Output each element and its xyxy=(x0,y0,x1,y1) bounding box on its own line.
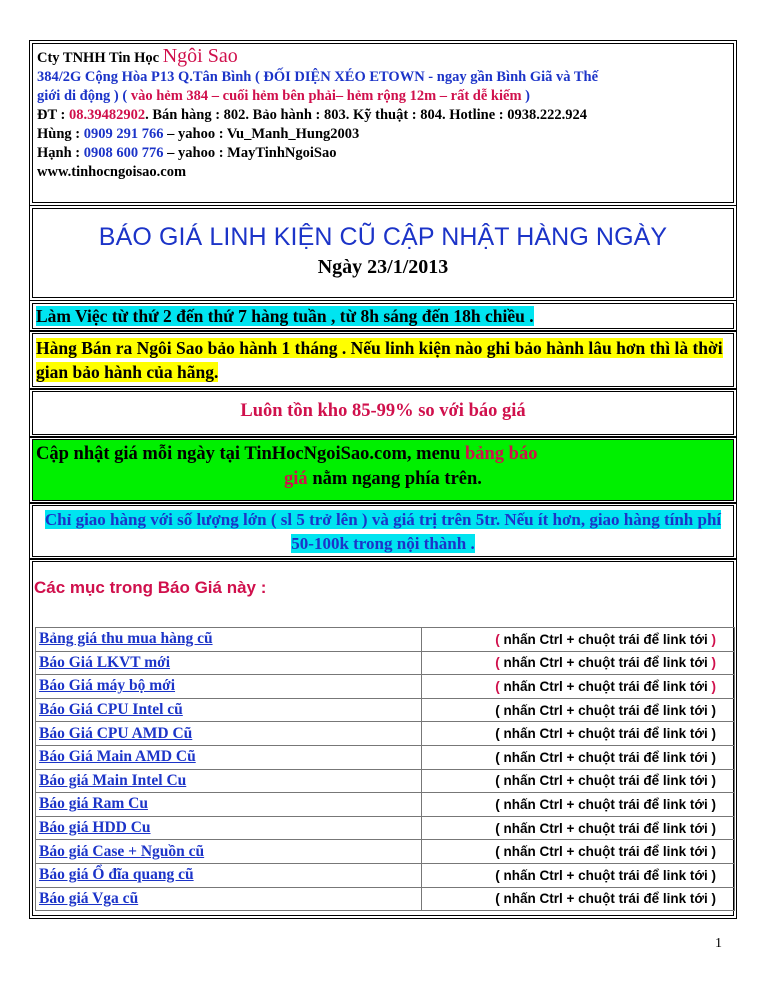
toc-hint: ( nhấn Ctrl + chuột trái để link tới ) xyxy=(422,745,735,769)
toc-row xyxy=(36,651,735,675)
toc-hint: ( nhấn Ctrl + chuột trái để link tới ) xyxy=(422,840,735,864)
main-phone: 08.39482902 xyxy=(68,107,146,123)
toc-hint: ( nhấn Ctrl + chuột trái để link tới ) xyxy=(422,769,735,793)
work-hours-notice: Làm Việc từ thứ 2 đến thứ 7 hàng tuần , từ 8h sáng đến 18h chiều . xyxy=(32,303,734,329)
toc-hint: ( nhấn Ctrl + chuột trái để link tới ) xyxy=(422,722,735,746)
toc-row xyxy=(36,745,735,769)
toc-table xyxy=(35,627,735,911)
company-line xyxy=(37,47,729,68)
website: www.tinhocngoisao.com xyxy=(37,164,187,180)
toc-hint: ( nhấn Ctrl + chuột trái để link tới ) xyxy=(422,698,735,722)
toc-link[interactable]: Báo giá Case + Nguồn cũ xyxy=(39,842,205,860)
stock-notice: Luôn tồn kho 85-99% so với báo giá xyxy=(32,391,734,435)
toc-link[interactable]: Báo giá Main Intel Cu xyxy=(39,771,187,789)
toc-hint: ( nhấn Ctrl + chuột trái để link tới ) xyxy=(422,675,735,699)
contact-hung: Hùng : 0909 291 766 – yahoo : Vu_Manh_Hung2003 xyxy=(37,126,360,142)
directions: vào hẻm 384 – cuối hẻm bên phải– hẻm rộng 12m – rất dễ kiếm xyxy=(130,88,522,104)
toc-link[interactable]: Báo giá HDD Cu xyxy=(39,819,151,837)
toc-link[interactable]: Báo giá Ổ đĩa quang cũ xyxy=(39,866,194,884)
update-notice: Cập nhật giá mỗi ngày tại TinHocNgoiSao.com, menu bảng báo giá nằm ngang phía trên. xyxy=(32,439,734,501)
toc-row xyxy=(36,675,735,699)
toc-link[interactable]: Bảng giá thu mua hàng cũ xyxy=(39,630,213,648)
toc-hint: ( nhấn Ctrl + chuột trái để link tới ) xyxy=(422,628,735,652)
warranty-notice: Hàng Bán ra Ngôi Sao bảo hành 1 tháng . Nếu linh kiện nào ghi bảo hành lâu hơn thì là thời gian bảo hành của hãng. xyxy=(32,333,734,387)
page-date: Ngày 23/1/2013 xyxy=(317,256,449,278)
shipping-notice: Chỉ giao hàng với số lượng lớn ( sl 5 trở lên ) và giá trị trên 5tr. Nếu ít hơn, giao hàng tính phí 50-100k trong nội thành . xyxy=(32,505,734,557)
toc-hint: ( nhấn Ctrl + chuột trái để link tới ) xyxy=(422,863,735,887)
toc-row xyxy=(36,722,735,746)
toc-link[interactable]: Báo Giá LKVT mới xyxy=(39,653,171,671)
toc-link[interactable]: Báo Giá CPU Intel cũ xyxy=(39,701,183,719)
toc-row xyxy=(36,698,735,722)
toc-hint: ( nhấn Ctrl + chuột trái để link tới ) xyxy=(422,816,735,840)
toc-row xyxy=(36,793,735,817)
toc-link[interactable]: Báo Giá Main AMD Cũ xyxy=(39,748,196,766)
address-line-2: giới di động ) ( vào hẻm 384 – cuối hẻm bên phải– hẻm rộng 12m – rất dễ kiếm ) xyxy=(37,88,530,104)
company-prefix: Cty TNHH Tin Học xyxy=(37,50,163,66)
company-name: Ngôi Sao xyxy=(162,45,238,67)
toc-row xyxy=(36,628,735,652)
toc-link[interactable]: Báo Giá CPU AMD Cũ xyxy=(39,724,193,742)
toc-row xyxy=(36,840,735,864)
title-box xyxy=(32,208,734,298)
toc-hint: ( nhấn Ctrl + chuột trái để link tới ) xyxy=(422,793,735,817)
toc-link[interactable]: Báo Giá máy bộ mới xyxy=(39,677,176,695)
toc-heading: Các mục trong Báo Giá này : xyxy=(34,578,267,597)
phone-line: ĐT : 08.39482902. Bán hàng : 802. Bảo hành : 803. Kỹ thuật : 804. Hotline : 0938.222.924 xyxy=(37,107,587,123)
contact-hanh: Hạnh : 0908 600 776 – yahoo : MayTinhNgoiSao xyxy=(37,145,337,161)
address-line: 384/2G Cộng Hòa P13 Q.Tân Bình ( ĐỐI DIỆN XÉO ETOWN - ngay gần Bình Giã và Thế xyxy=(37,69,599,85)
toc-row xyxy=(36,887,735,911)
page-title: BÁO GIÁ LINH KIỆN CŨ CẬP NHẬT HÀNG NGÀY xyxy=(98,223,668,251)
toc-link[interactable]: Báo giá Vga cũ xyxy=(39,889,139,907)
toc-row xyxy=(36,863,735,887)
table-of-contents xyxy=(32,561,734,916)
toc-row xyxy=(36,816,735,840)
toc-hint: ( nhấn Ctrl + chuột trái để link tới ) xyxy=(422,651,735,675)
toc-hint: ( nhấn Ctrl + chuột trái để link tới ) xyxy=(422,887,735,911)
toc-link[interactable]: Báo giá Ram Cu xyxy=(39,795,148,813)
toc-row xyxy=(36,769,735,793)
page-number: 1 xyxy=(715,936,722,951)
company-header xyxy=(32,43,734,203)
